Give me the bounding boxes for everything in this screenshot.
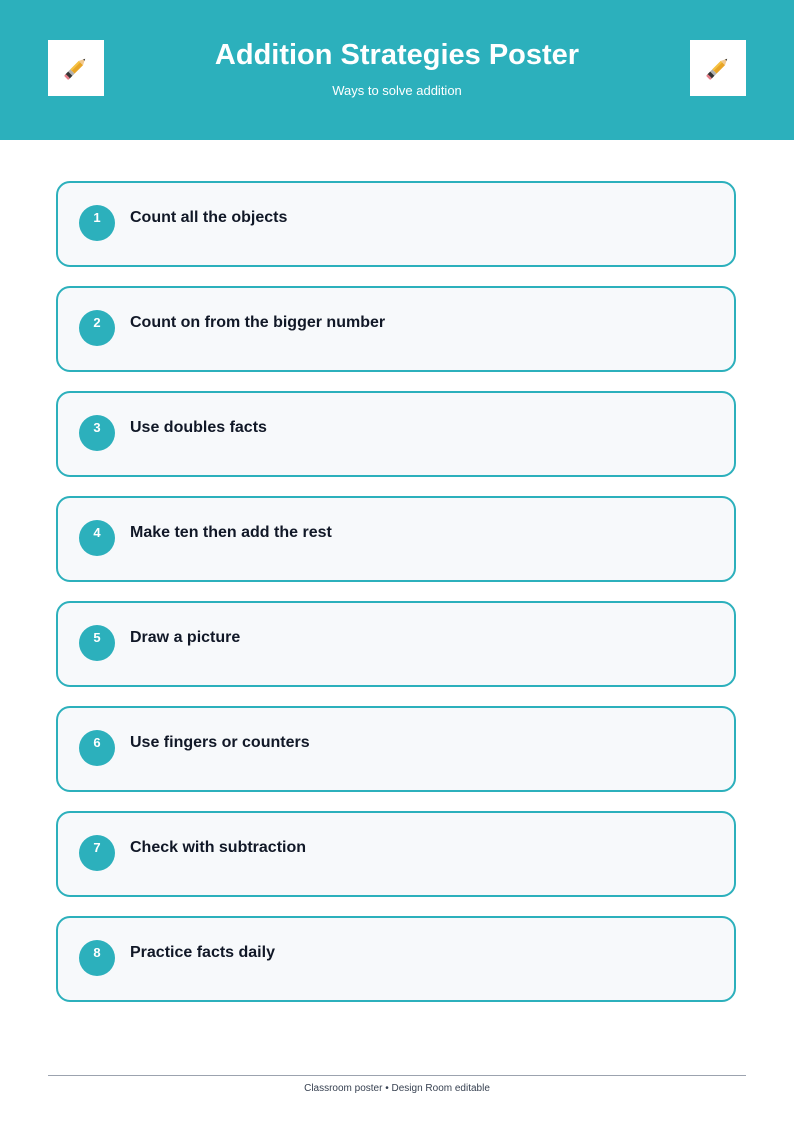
poster-subtitle: Ways to solve addition: [332, 83, 462, 98]
step-number: 3: [93, 420, 101, 435]
step-number: 2: [93, 315, 101, 330]
step-number-badge: [79, 520, 115, 556]
step-number: 8: [93, 945, 101, 960]
strategy-card-6: [56, 706, 736, 792]
footer-text: Classroom poster • Design Room editable: [304, 1083, 490, 1094]
step-number-badge: [79, 415, 115, 451]
strategy-card-5: [56, 601, 736, 687]
strategy-card-3: [56, 391, 736, 477]
poster-header: [0, 0, 794, 140]
step-number: 6: [93, 735, 101, 750]
strategy-label: Make ten then add the rest: [130, 524, 332, 541]
strategy-card-1: [56, 181, 736, 267]
poster-title: Addition Strategies Poster: [214, 39, 580, 71]
step-number: 7: [93, 840, 101, 855]
step-number-badge: [79, 310, 115, 346]
strategy-label: Draw a picture: [130, 629, 241, 646]
step-number-badge: [79, 730, 115, 766]
footer-divider: [48, 1075, 746, 1076]
strategy-card-4: [56, 496, 736, 582]
strategy-card-8: [56, 916, 736, 1002]
strategy-card-2: [56, 286, 736, 372]
step-number-badge: [79, 205, 115, 241]
strategy-label: Practice facts daily: [130, 944, 275, 961]
strategy-card-7: [56, 811, 736, 897]
strategy-label: Use doubles facts: [130, 419, 267, 436]
step-number-badge: [79, 835, 115, 871]
strategy-label: Count on from the bigger number: [130, 314, 386, 331]
step-number-badge: [79, 940, 115, 976]
strategy-label: Count all the objects: [130, 209, 288, 226]
header-pencil-badge-right: [690, 40, 746, 96]
pencil-icon: [703, 53, 733, 83]
strategy-label: Use fingers or counters: [130, 734, 310, 751]
step-number: 5: [93, 630, 101, 645]
step-number: 4: [93, 525, 101, 540]
step-number-badge: [79, 625, 115, 661]
step-number: 1: [93, 210, 101, 225]
strategy-label: Check with subtraction: [130, 839, 307, 856]
